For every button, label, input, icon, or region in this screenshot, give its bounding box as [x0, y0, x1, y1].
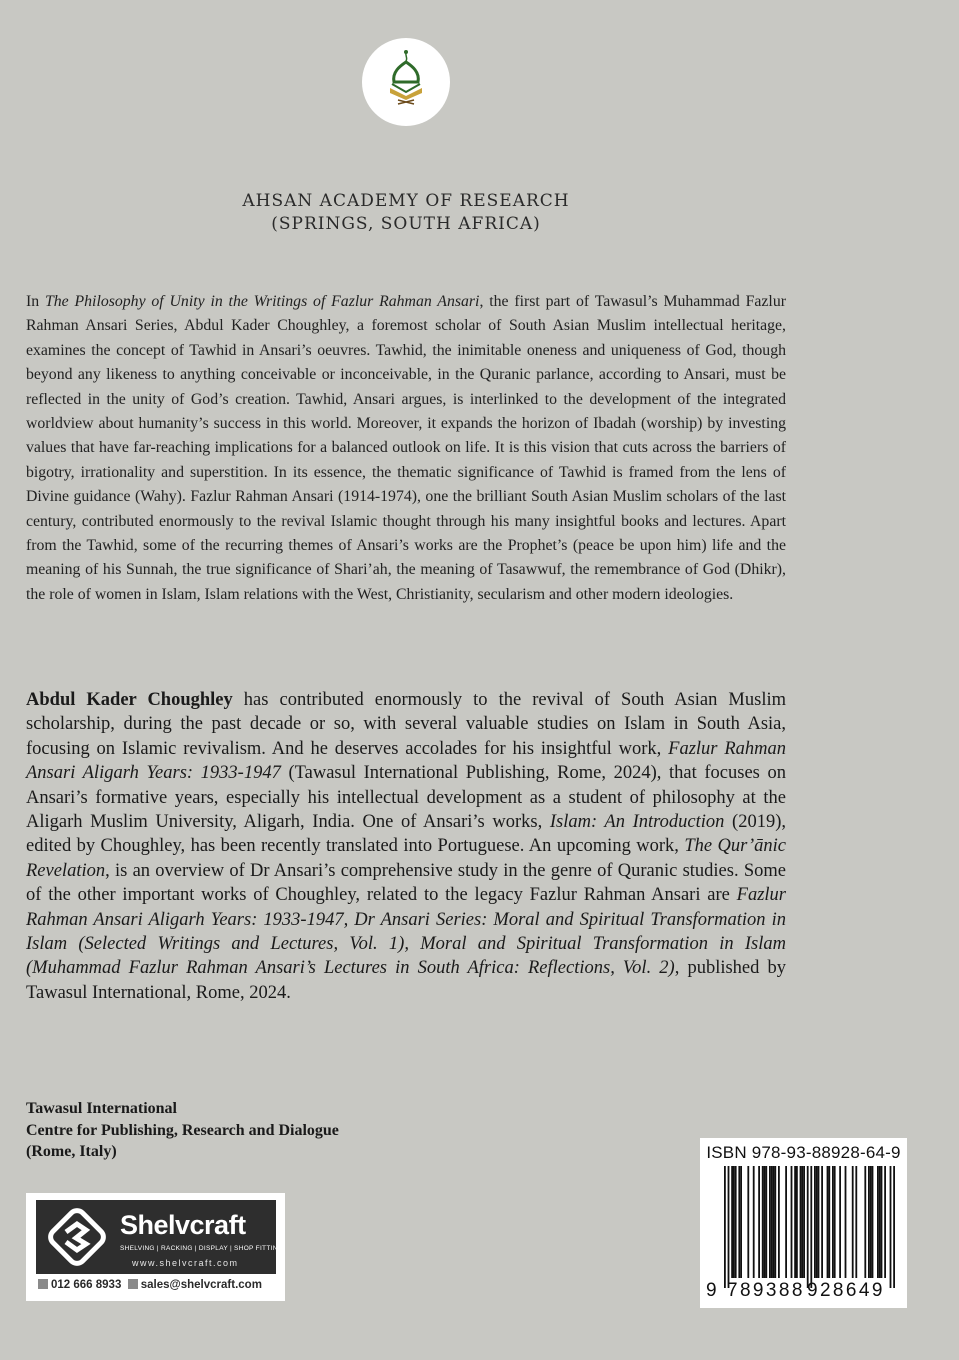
barcode-bar — [778, 1166, 780, 1278]
barcode-bar — [753, 1166, 755, 1278]
author-name: Abdul Kader Choughley — [26, 690, 233, 710]
barcode-bar — [814, 1166, 816, 1278]
barcode-bar — [827, 1166, 829, 1278]
mosque-quran-icon — [362, 38, 450, 126]
barcode-bar — [890, 1166, 892, 1288]
book-title: The Philosophy of Unity in the Writings of Fazlur Rahman Ansari — [44, 293, 480, 310]
barcode-bar — [769, 1166, 771, 1278]
barcode-bar — [773, 1166, 775, 1278]
sponsor-tagline: SHELVING | RACKING | DISPLAY | SHOP FITTING — [120, 1245, 284, 1252]
publisher-location: (Rome, Italy) — [26, 1143, 117, 1160]
barcode-bar — [845, 1166, 847, 1278]
sponsor-name: Shelvcraft — [120, 1210, 246, 1240]
barcode-bar — [740, 1166, 742, 1278]
barcode-bar — [724, 1166, 726, 1288]
barcode-bar — [810, 1166, 812, 1288]
barcode-bar — [877, 1166, 879, 1278]
barcode-bar — [771, 1166, 773, 1278]
barcode-bar — [839, 1166, 841, 1278]
barcode-bar — [774, 1166, 776, 1278]
barcode-bar — [818, 1166, 820, 1278]
sponsor-contact — [38, 1279, 262, 1291]
barcode-bar — [796, 1166, 798, 1278]
sponsor-website: www.shelvcraft.com — [132, 1258, 239, 1268]
barcode-bar — [728, 1166, 730, 1288]
email-icon — [128, 1279, 138, 1289]
barcode-bar — [762, 1166, 764, 1278]
barcode-bar — [764, 1166, 766, 1278]
academy-location: (SPRINGS, SOUTH AFRICA) — [271, 214, 541, 234]
barcode-bar — [731, 1166, 733, 1278]
barcode-bar — [893, 1166, 895, 1288]
academy-logo — [362, 38, 450, 126]
publisher-subtitle: Centre for Publishing, Research and Dialogue — [26, 1121, 339, 1139]
barcode-bar — [791, 1166, 793, 1278]
barcode-bar — [872, 1166, 874, 1278]
barcode-bar — [864, 1166, 866, 1278]
barcode-bar — [803, 1166, 805, 1278]
phone-icon — [38, 1279, 48, 1289]
barcode-bar — [765, 1166, 767, 1278]
barcode-bar — [821, 1166, 823, 1278]
isbn-barcode: ISBN 978-93-88928-64-9 9 789388 928649 — [700, 1138, 907, 1308]
barcode-bar — [884, 1166, 886, 1278]
barcode-bar — [807, 1166, 809, 1288]
barcode-bar — [735, 1166, 737, 1278]
barcode-bar — [881, 1166, 883, 1278]
barcode-bar — [747, 1166, 749, 1278]
isbn-label: ISBN 978-93-88928-64-9 — [706, 1143, 901, 1162]
barcode-bar — [738, 1166, 740, 1278]
sponsor-phone: 012 666 8933 — [51, 1279, 122, 1291]
barcode-bar — [800, 1166, 802, 1278]
barcode-bar — [834, 1166, 836, 1278]
barcode-bar — [733, 1166, 735, 1278]
publisher-block — [26, 1098, 339, 1163]
publisher-name: Tawasul International — [26, 1100, 177, 1117]
barcode-bar — [852, 1166, 854, 1278]
barcode-bar — [855, 1166, 857, 1278]
book-description: In The Philosophy of Unity in the Writings of Fazlur Rahman Ansari, the first part of Tawasul’s Muhammad Fazlur Rahman Ansari Series, Abdul Kader Choughley, a foremost scholar of South Asian Muslim intellectual heritage, examines the concept of Tawhid in Ansari’s oeuvres. Tawhid, the inimitable oneness and uniqueness of God, though beyond any likeness to anything conceivable or inconceivable, in the Quranic parlance, according to Ansari, must be reflected in the unity of God’s creation. Tawhid, Ansari argues, is interlinked to the development of the integrated worldview about humanity’s success in this world. Moreover, it expands the horizon of Ibadah (worship) by investing values that have far-reaching implications for a balanced outlook on life. It is this vision that cuts across the barriers of bigotry, irrationality and superstition. In its essence, the thematic significance of Tawhid is framed from the lens of Divine guidance (Wahy). Fazlur Rahman Ansari (1914-1974), one the brilliant South Asian Muslim scholars of the last century, contributed enormously to the revival Islamic thought through his many insightful books and lectures. Apart from the Tawhid, some of the recurring themes of Ansari’s works are the Prophet’s (peace be upon him) life and the meaning of his Sunnah, the true significance of Shari’ah, the meaning of Tasawwuf, the remembrance of God (Dhikr), the role of women in Islam, Islam relations with the West, Christianity, secularism and other modern ideologies. — [26, 293, 786, 603]
barcode-bar — [785, 1166, 787, 1278]
author-bio: Abdul Kader Choughley has contributed enormously to the revival of South Asian Muslim scholarship, during the past decade or so, with several valuable studies on Islam in South Asia, focusing on Islamic revivalism. And he deserves accolades for his insightful work, Fazlur Rahman Ansari Aligarh Years: 1933-1947 (Tawasul International Publishing, Rome, 2024), that focuses on Ansari’s formative years, especially his intellectual development as a student of philosophy at the Aligarh Muslim University, Aligarh, India. One of Ansari’s works, Islam: An Introduction (2019), edited by Choughley, has been recently translated into Portuguese. An upcoming work, The Qur’ānic Revelation, is an overview of Dr Ansari’s comprehensive study in the genre of Quranic studies. Some of the other important works of Choughley, related to the legacy Fazlur Rahman Ansari are Fazlur Rahman Ansari Aligarh Years: 1933-1947, Dr Ansari Series: Moral and Spiritual Transformation in Islam (Selected Writings and Lectures, Vol. 1), Moral and Spiritual Transformation in Islam (Muhammad Fazlur Rahman Ansari’s Lectures in South Africa: Reflections, Vol. 2), published by Tawasul International, Rome, 2024. — [26, 690, 787, 1003]
barcode-bar — [832, 1166, 834, 1278]
barcode-bar — [758, 1166, 760, 1278]
barcode-bar — [868, 1166, 870, 1278]
barcode-bar — [879, 1166, 881, 1278]
sponsor-email: sales@shelvcraft.com — [140, 1279, 262, 1291]
sponsor-logo — [26, 1193, 285, 1301]
barcode-bar — [816, 1166, 818, 1278]
barcode-bar — [801, 1166, 803, 1278]
shelvcraft-diamond-icon — [42, 1202, 112, 1272]
barcode-bar — [794, 1166, 796, 1278]
barcode-bar — [870, 1166, 872, 1278]
academy-name: AHSAN ACADEMY OF RESEARCH — [242, 191, 570, 211]
barcode-bar — [828, 1166, 830, 1278]
